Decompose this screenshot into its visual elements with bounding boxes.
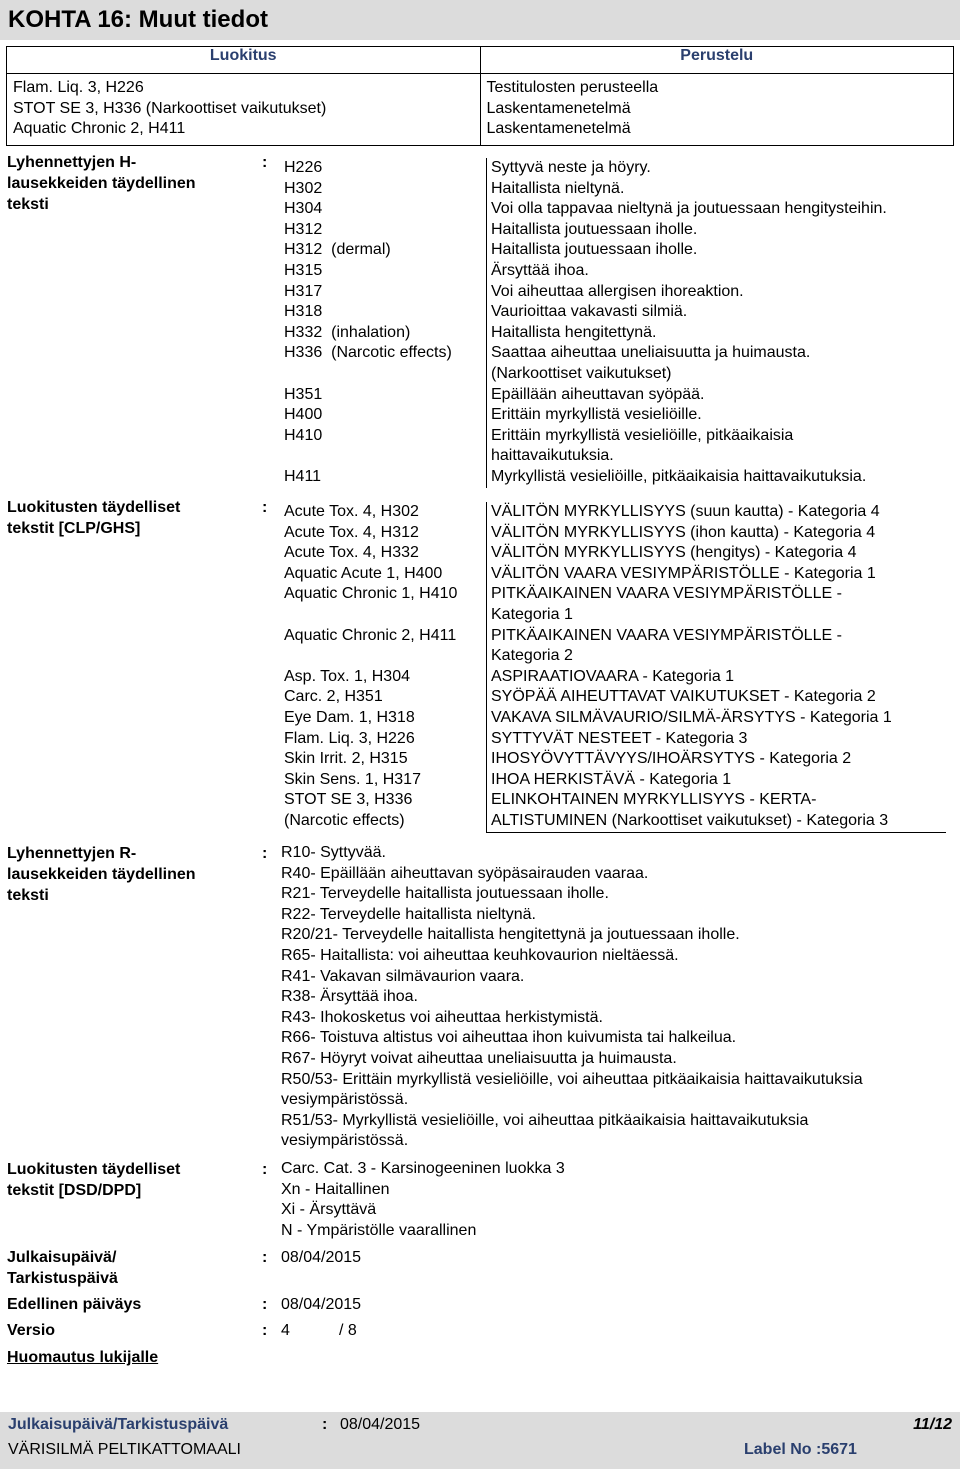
issue-date-value: 08/04/2015 <box>281 1249 362 1266</box>
h-code: H336 (Narcotic effects) <box>284 344 452 362</box>
clp-text-line: SYÖPÄÄ AIHEUTTAVAT VAIKUTUKSET - Kategoria 2 <box>491 688 876 706</box>
previous-date-value: 08/04/2015 <box>281 1296 362 1313</box>
r-phrase-line: R65- Haitallista: voi aiheuttaa keuhkovaurion nieltäessä. <box>281 946 679 964</box>
label-line: tekstit [CLP/GHS] <box>7 520 141 537</box>
clp-code <box>284 749 486 770</box>
clp-text-line: VÄLITÖN MYRKYLLISYYS (ihon kautta) - Kategoria 4 <box>491 523 876 541</box>
h-text <box>486 261 946 282</box>
h-text <box>486 282 946 303</box>
clp-code <box>284 729 486 750</box>
h-text-line: Epäillään aiheuttavan syöpää. <box>491 385 705 403</box>
h-text <box>486 405 946 426</box>
h-statements-label <box>7 152 196 215</box>
r-phrase-line: R67- Höyryt voivat aiheuttaa uneliaisuutta ja huimausta. <box>281 1049 677 1067</box>
h-code: H318 <box>284 303 323 321</box>
clp-text <box>486 729 946 750</box>
h-text-line: Haitallista hengitettynä. <box>491 323 657 341</box>
h-text-line: (Narkoottiset vaikutukset) <box>491 364 672 382</box>
h-text <box>486 426 946 467</box>
clp-code <box>284 667 486 688</box>
h-text <box>486 323 946 344</box>
h-code: H400 <box>284 406 323 424</box>
clp-text-line: PITKÄAIKAINEN VAARA VESIYMPÄRISTÖLLE - <box>491 626 842 644</box>
h-text-line: Voi olla tappavaa nieltynä ja joutuessaan hengitysteihin. <box>491 200 887 218</box>
clp-code-line: Acute Tox. 4, H332 <box>284 544 419 562</box>
h-text-line: Haitallista nieltynä. <box>491 179 625 197</box>
h-text-line: Ärsyttää ihoa. <box>491 261 589 279</box>
clp-text-line: VÄLITÖN MYRKYLLISYYS (hengitys) - Kategoria 4 <box>491 544 857 562</box>
clp-code <box>284 687 486 708</box>
h-text-line: Haitallista joutuessaan iholle. <box>491 220 698 238</box>
colon: : <box>262 154 268 171</box>
clp-code <box>284 770 486 791</box>
r-phrase-line: R66- Toistuva altistus voi aiheuttaa ihon kuivumista tai halkeilua. <box>281 1029 737 1047</box>
h-code: H351 <box>284 385 323 403</box>
label-line: teksti <box>7 196 49 213</box>
clp-text-line: IHOA HERKISTÄVÄ - Kategoria 1 <box>491 770 732 788</box>
clp-code-line: Aquatic Chronic 1, H410 <box>284 585 458 603</box>
clp-text <box>486 667 946 688</box>
clp-code-line: Eye Dam. 1, H318 <box>284 708 415 726</box>
footer-date-label: Julkaisupäivä/Tarkistuspäivä <box>8 1416 229 1433</box>
clp-text-line: PITKÄAIKAINEN VAARA VESIYMPÄRISTÖLLE - <box>491 585 842 603</box>
clp-text-line: ASPIRAATIOVAARA - Kategoria 1 <box>491 667 735 685</box>
clp-text <box>486 790 946 832</box>
r-phrase-line: R50/53- Erittäin myrkyllistä vesieliöille, voi aiheuttaa pitkäaikaisia haittavaikutuksia <box>281 1070 863 1088</box>
clp-code-line: Asp. Tox. 1, H304 <box>284 667 410 685</box>
label-line: Luokitusten täydelliset <box>7 1161 181 1178</box>
classification-line: Flam. Liq. 3, H226 <box>13 79 144 96</box>
footer-label-no: Label No :5671 <box>744 1441 857 1458</box>
clp-text <box>486 523 946 544</box>
clp-code <box>284 502 486 523</box>
r-phrase-line: R22- Terveydelle haitallista nieltynä. <box>281 905 536 923</box>
h-text-line: Haitallista joutuessaan iholle. <box>491 241 698 259</box>
justification-cell <box>480 74 954 146</box>
clp-code-line: Acute Tox. 4, H312 <box>284 523 419 541</box>
classification-header: Luokitus <box>7 47 481 74</box>
label-line: lausekkeiden täydellinen <box>7 175 196 192</box>
h-code: H226 <box>284 159 323 176</box>
footer-date-value: 08/04/2015 <box>340 1416 421 1433</box>
clp-code-line: Aquatic Acute 1, H400 <box>284 564 443 582</box>
previous-date-label: Edellinen päiväys <box>7 1296 142 1313</box>
clp-code-line: Acute Tox. 4, H302 <box>284 503 419 520</box>
clp-code <box>284 626 486 667</box>
clp-text <box>486 708 946 729</box>
h-text <box>486 343 946 384</box>
label-line: Julkaisupäivä/ <box>7 1249 117 1266</box>
colon: : <box>262 1322 268 1339</box>
justification-line: Laskentamenetelmä <box>486 99 631 117</box>
clp-code-line: Aquatic Chronic 2, H411 <box>284 626 457 644</box>
h-text-line: haittavaikutuksia. <box>491 447 614 465</box>
clp-text <box>486 749 946 770</box>
clp-text <box>486 770 946 791</box>
h-code: H317 <box>284 282 323 300</box>
r-phrase-line: R51/53- Myrkyllistä vesieliöille, voi aiheuttaa pitkäaikaisia haittavaikutuksia <box>281 1111 809 1129</box>
r-phrase-line: R40- Epäillään aiheuttavan syöpäsairauden vaaraa. <box>281 864 649 882</box>
clp-text-line: VÄLITÖN MYRKYLLISYYS (suun kautta) - Kategoria 4 <box>491 503 880 520</box>
classification-line: STOT SE 3, H336 (Narkoottiset vaikutukset) <box>13 99 327 117</box>
r-phrases-list <box>281 843 941 1152</box>
clp-label <box>7 497 180 539</box>
clp-code-line: Carc. 2, H351 <box>284 688 383 706</box>
h-statements-grid <box>284 158 946 488</box>
r-phrase-line: R21- Terveydelle haitallista joutuessaan iholle. <box>281 885 609 903</box>
r-phrase-line: vesiympäristössä. <box>281 1132 409 1150</box>
r-phrase-line: R20/21- Terveydelle haitallista hengitettynä ja joutuessaan iholle. <box>281 926 740 944</box>
h-text-line: Myrkyllistä vesieliöille, pitkäaikaisia haittavaikutuksia. <box>491 467 867 485</box>
justification-header: Perustelu <box>480 47 954 74</box>
dsd-line: N - Ympäristölle vaarallinen <box>281 1221 477 1239</box>
clp-code <box>284 708 486 729</box>
r-phrases-label <box>7 843 196 906</box>
dsd-list <box>281 1159 941 1241</box>
clp-code <box>284 584 486 625</box>
clp-grid <box>284 502 946 833</box>
classification-line: Aquatic Chronic 2, H411 <box>13 120 186 137</box>
h-code: H312 <box>284 220 323 238</box>
colon: : <box>262 1296 268 1313</box>
clp-text-line: ALTISTUMINEN (Narkoottiset vaikutukset) - Kategoria 3 <box>491 811 889 829</box>
h-text-line: Voi aiheuttaa allergisen ihoreaktion. <box>491 282 744 300</box>
clp-code-line: (Narcotic effects) <box>284 811 405 829</box>
page-footer <box>0 1412 960 1469</box>
h-code: H411 <box>284 467 322 485</box>
label-line: Luokitusten täydelliset <box>7 499 181 516</box>
classification-cell <box>7 74 481 146</box>
clp-text <box>486 502 946 523</box>
label-line: Tarkistuspäivä <box>7 1270 118 1287</box>
clp-text-line: SYTTYVÄT NESTEET - Kategoria 3 <box>491 729 748 747</box>
justification-line: Laskentamenetelmä <box>486 120 631 137</box>
issue-date-label <box>7 1247 118 1289</box>
clp-code <box>284 523 486 544</box>
h-code: H410 <box>284 426 323 444</box>
h-text-line: Saattaa aiheuttaa uneliaisuutta ja huimausta. <box>491 344 811 362</box>
clp-code-line: Skin Sens. 1, H317 <box>284 770 421 788</box>
classification-table <box>6 46 954 146</box>
h-text <box>486 385 946 406</box>
dsd-line: Xn - Haitallinen <box>281 1180 390 1198</box>
h-text <box>486 199 946 220</box>
h-code: H304 <box>284 200 323 218</box>
clp-code <box>284 543 486 564</box>
clp-text-line: Kategoria 2 <box>491 647 573 665</box>
label-line: lausekkeiden täydellinen <box>7 866 196 883</box>
h-text <box>486 158 946 179</box>
clp-code-line: Flam. Liq. 3, H226 <box>284 729 415 747</box>
h-text-line: Erittäin myrkyllistä vesieliöille. <box>491 406 702 424</box>
clp-text-line: Kategoria 1 <box>491 605 573 623</box>
clp-code <box>284 790 486 832</box>
section-title: KOHTA 16: Muut tiedot <box>0 0 960 40</box>
clp-code-line: STOT SE 3, H336 <box>284 791 413 809</box>
clp-text <box>486 564 946 585</box>
version-label: Versio <box>7 1322 56 1339</box>
r-phrase-line: R10- Syttyvää. <box>281 844 386 861</box>
r-phrase-line: R43- Ihokosketus voi aiheuttaa herkistymistä. <box>281 1008 603 1026</box>
colon: : <box>262 1249 268 1266</box>
h-code: H332 (inhalation) <box>284 323 411 341</box>
h-text <box>486 220 946 241</box>
r-phrase-line: R38- Ärsyttää ihoa. <box>281 988 418 1006</box>
clp-code-line: Skin Irrit. 2, H315 <box>284 750 408 768</box>
footer-product-name: VÄRISILMÄ PELTIKATTOMAALI <box>8 1441 241 1458</box>
label-line: tekstit [DSD/DPD] <box>7 1182 142 1199</box>
label-line: teksti <box>7 887 49 904</box>
h-code: H312 (dermal) <box>284 241 391 259</box>
clp-text-line: IHOSYÖVYTTÄVYYS/IHOÄRSYTYS - Kategoria 2 <box>491 750 852 768</box>
h-text-line: Erittäin myrkyllistä vesieliöille, pitkäaikaisia <box>491 426 794 444</box>
h-text-line: Syttyvä neste ja höyry. <box>491 159 651 176</box>
clp-text-line: VAKAVA SILMÄVAURIO/SILMÄ-ÄRSYTYS - Kategoria 1 <box>491 708 892 726</box>
colon: : <box>262 1161 268 1178</box>
clp-text <box>486 543 946 564</box>
h-text <box>486 240 946 261</box>
clp-text <box>486 687 946 708</box>
h-text <box>486 302 946 323</box>
clp-text-line: ELINKOHTAINEN MYRKYLLISYYS - KERTA- <box>491 791 817 809</box>
r-phrase-line: vesiympäristössä. <box>281 1091 409 1109</box>
footer-colon: : <box>322 1416 328 1433</box>
dsd-label <box>7 1159 180 1201</box>
reader-note-link[interactable]: Huomautus lukijalle <box>7 1349 159 1366</box>
label-line: Lyhennettyjen H- <box>7 154 137 171</box>
dsd-line: Carc. Cat. 3 - Karsinogeeninen luokka 3 <box>281 1160 565 1177</box>
r-phrase-line: R41- Vakavan silmävaurion vaara. <box>281 967 525 985</box>
clp-code <box>284 564 486 585</box>
clp-text <box>486 626 946 667</box>
clp-text <box>486 584 946 625</box>
version-total: / 8 <box>339 1322 357 1339</box>
footer-page-number: 11/12 <box>913 1416 952 1433</box>
h-text <box>486 467 946 488</box>
h-code: H315 <box>284 261 323 279</box>
colon: : <box>262 499 268 516</box>
version-number: 4 <box>281 1322 290 1339</box>
dsd-line: Xi - Ärsyttävä <box>281 1201 377 1219</box>
justification-line: Testitulosten perusteella <box>486 79 659 96</box>
colon: : <box>262 845 268 862</box>
h-text <box>486 179 946 200</box>
clp-text-line: VÄLITÖN VAARA VESIYMPÄRISTÖLLE - Kategoria 1 <box>491 564 876 582</box>
h-code: H302 <box>284 179 323 197</box>
h-text-line: Vaurioittaa vakavasti silmiä. <box>491 303 688 321</box>
label-line: Lyhennettyjen R- <box>7 845 137 862</box>
